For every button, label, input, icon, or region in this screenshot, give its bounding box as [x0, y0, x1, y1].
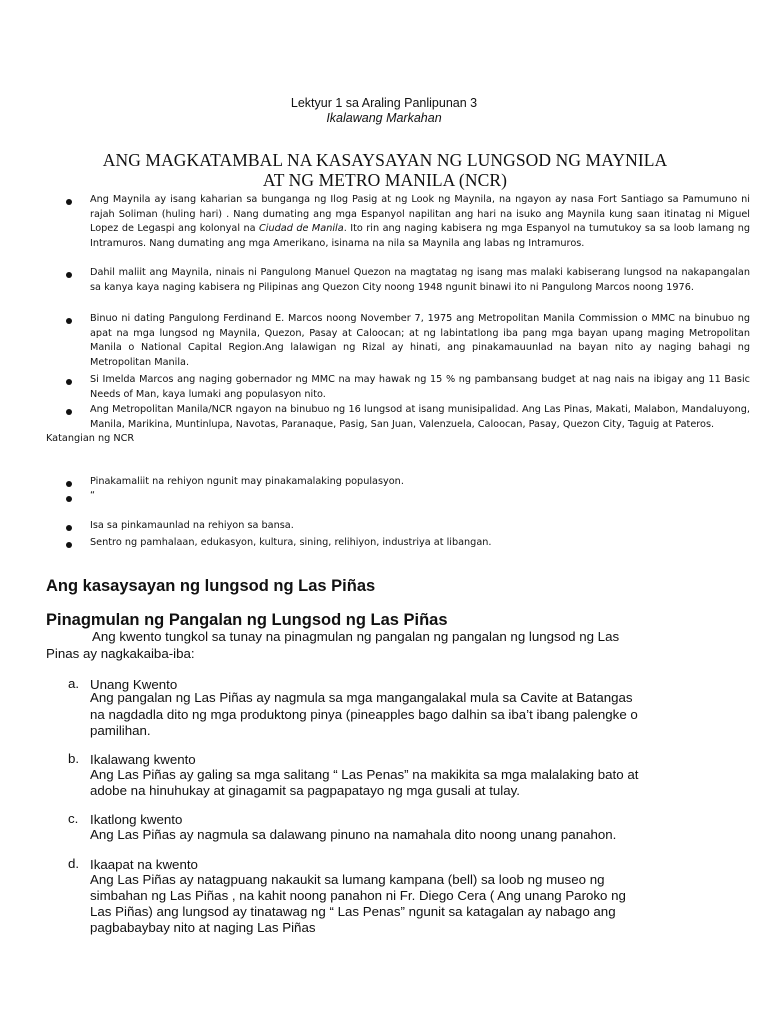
- section-heading-history: Ang kasaysayan ng lungsod ng Las Piñas: [46, 577, 376, 595]
- story-title: Ikalawang kwento: [90, 752, 196, 767]
- bullet-paragraph-3: Binuo ni dating Pangulong Ferdinand E. Marcos noong November 7, 1975 ang Metropolitan Manila Commission o MMC na binubuo ng apat na mga lungsod ng Maynila, Quezon, Pasay at Caloocan; at ng labintatlong iba pang mga bayan upang maging Metropolitan Manila o National Capital Region.Ang lalawigan ng Rizal ay hinati, ang pinakamauunlad na bayan nito ay naging bahagi ng Metropolitan Manila.: [90, 313, 750, 369]
- story-title: Ikatlong kwento: [90, 812, 183, 827]
- story-line: Ang Las Piñas ay nagmula sa dalawang pinuno na namahala dito noong unang panahon.: [90, 827, 617, 842]
- ciudad-de-manila-italic: Ciudad de Manila: [259, 223, 344, 235]
- ncr-heading: Katangian ng NCR: [46, 433, 135, 444]
- bullet-icon: [66, 379, 72, 385]
- section-heading-origin: Pinagmulan ng Pangalan ng Lungsod ng Las Piñas: [46, 611, 448, 629]
- story-line: Ang Las Piñas ay natagpuang nakaukit sa lumang kampana (bell) sa loob ng museo ng: [90, 872, 605, 887]
- bullet-icon: [66, 199, 72, 205]
- title-line-2: AT NG METRO MANILA (NCR): [262, 170, 508, 190]
- story-line: Ang Las Piñas ay galing sa mga salitang “ Las Penas” na makikita sa mga malalaking bato at: [90, 767, 639, 782]
- title-line-1: ANG MAGKATAMBAL NA KASAYSAYAN NG LUNGSOD NG MAYNILA: [102, 150, 668, 170]
- story-line: Las Piñas) ang lungsod ay tinatawag ng “ Las Penas” ngunit sa katagalan ay nabago ang: [90, 904, 616, 919]
- story-line: na nagdadla dito ng mga produktong pinya (pineapples bago dalhin sa iba’t ibang palengke o: [90, 707, 638, 722]
- bullet-icon: [66, 481, 72, 487]
- bullet-icon: [66, 496, 72, 502]
- ncr-item-2: “: [90, 490, 96, 501]
- bullet-icon: [66, 542, 72, 548]
- ncr-item-1: Pinakamaliit na rehiyon ngunit may pinakamalaking populasyon.: [90, 476, 404, 487]
- bullet-paragraph-2: Dahil maliit ang Maynila, ninais ni Pangulong Manuel Quezon na magtatag ng isang mas malaki kabiserang lungsod na nakapangalan sa kanya kaya naging kabisera ng Pilipinas ang Quezon City noong 1948 ngunit binawi ito ni Pangulong Marcos noong 1976.: [90, 267, 750, 293]
- quarter-header: Ikalawang Markahan: [326, 111, 442, 125]
- story-line: pamilihan.: [90, 723, 151, 738]
- bullet-icon: [66, 409, 72, 415]
- story-line: pagbabaybay nito at naging Las Piñas: [90, 920, 316, 935]
- bullet-paragraph-4: Si Imelda Marcos ang naging gobernador ng MMC na may hawak ng 15 % ng pambansang budget at nag nais na ibigay ang 11 Basic Needs of Man, kaya lumaki ang populasyon nito.: [90, 374, 750, 400]
- ncr-item-4: Sentro ng pamhalaan, edukasyon, kultura, sining, relihiyon, industriya at libangan.: [90, 537, 492, 548]
- story-title: Unang Kwento: [90, 677, 178, 692]
- intro-line-2: Pinas ay nagkakaiba-iba:: [46, 646, 195, 661]
- document-title: [40, 150, 730, 190]
- list-letter: c.: [68, 811, 79, 826]
- story-line: Ang pangalan ng Las Piñas ay nagmula sa mga mangangalakal mula sa Cavite at Batangas: [90, 690, 633, 705]
- list-letter: b.: [68, 751, 80, 766]
- bullet-icon: [66, 272, 72, 278]
- bullet-paragraph-1: Ang Maynila ay isang kaharian sa bunganga ng Ilog Pasig at ng Look ng Maynila, na ngayon ay nasa Fort Santiago sa Pamumuno ni rajah Soliman (huling hari) . Nang dumating ang mga Espanyol napilitan ang hari na isuko ang Maynila kung saan itinatag ni Miguel Lopez de Legaspi ang kolonyal na Ciudad de Manila. Ito rin ang naging kabisera ng mga Espanyol na tumutukoy sa sa loob lamang ng Intramuros. Nang dumating ang mga Amerikano, isinama na nila sa Maynila ang labas ng Intramuros.: [90, 194, 750, 250]
- story-line: simbahan ng Las Piñas , na kahit noong panahon ni Fr. Diego Cera ( Ang unang Paroko ng: [90, 888, 626, 903]
- bullet-icon: [66, 318, 72, 324]
- list-letter: a.: [68, 676, 80, 691]
- ncr-item-3: Isa sa pinkamaunlad na rehiyon sa bansa.: [90, 520, 294, 531]
- bullet-icon: [66, 525, 72, 531]
- lecture-header: Lektyur 1 sa Araling Panlipunan 3: [290, 96, 478, 110]
- bullet-paragraph-5: Ang Metropolitan Manila/NCR ngayon na binubuo ng 16 lungsod at isang munisipalidad. Ang Las Pinas, Makati, Malabon, Mandaluyong, Manila, Marikina, Muntinlupa, Navotas, Paranaque, Pasig, San Juan, Valenzuela, Caloocan, Pasay, Quezon City, Taguig at Pateros.: [90, 404, 750, 430]
- story-title: Ikaapat na kwento: [90, 857, 198, 872]
- list-letter: d.: [68, 856, 80, 871]
- intro-line-1: Ang kwento tungkol sa tunay na pinagmulan ng pangalan ng pangalan ng lungsod ng Las: [92, 629, 620, 644]
- story-line: adobe na hinuhukay at ginagamit sa pagpapatayo ng mga gusali at tulay.: [90, 783, 520, 798]
